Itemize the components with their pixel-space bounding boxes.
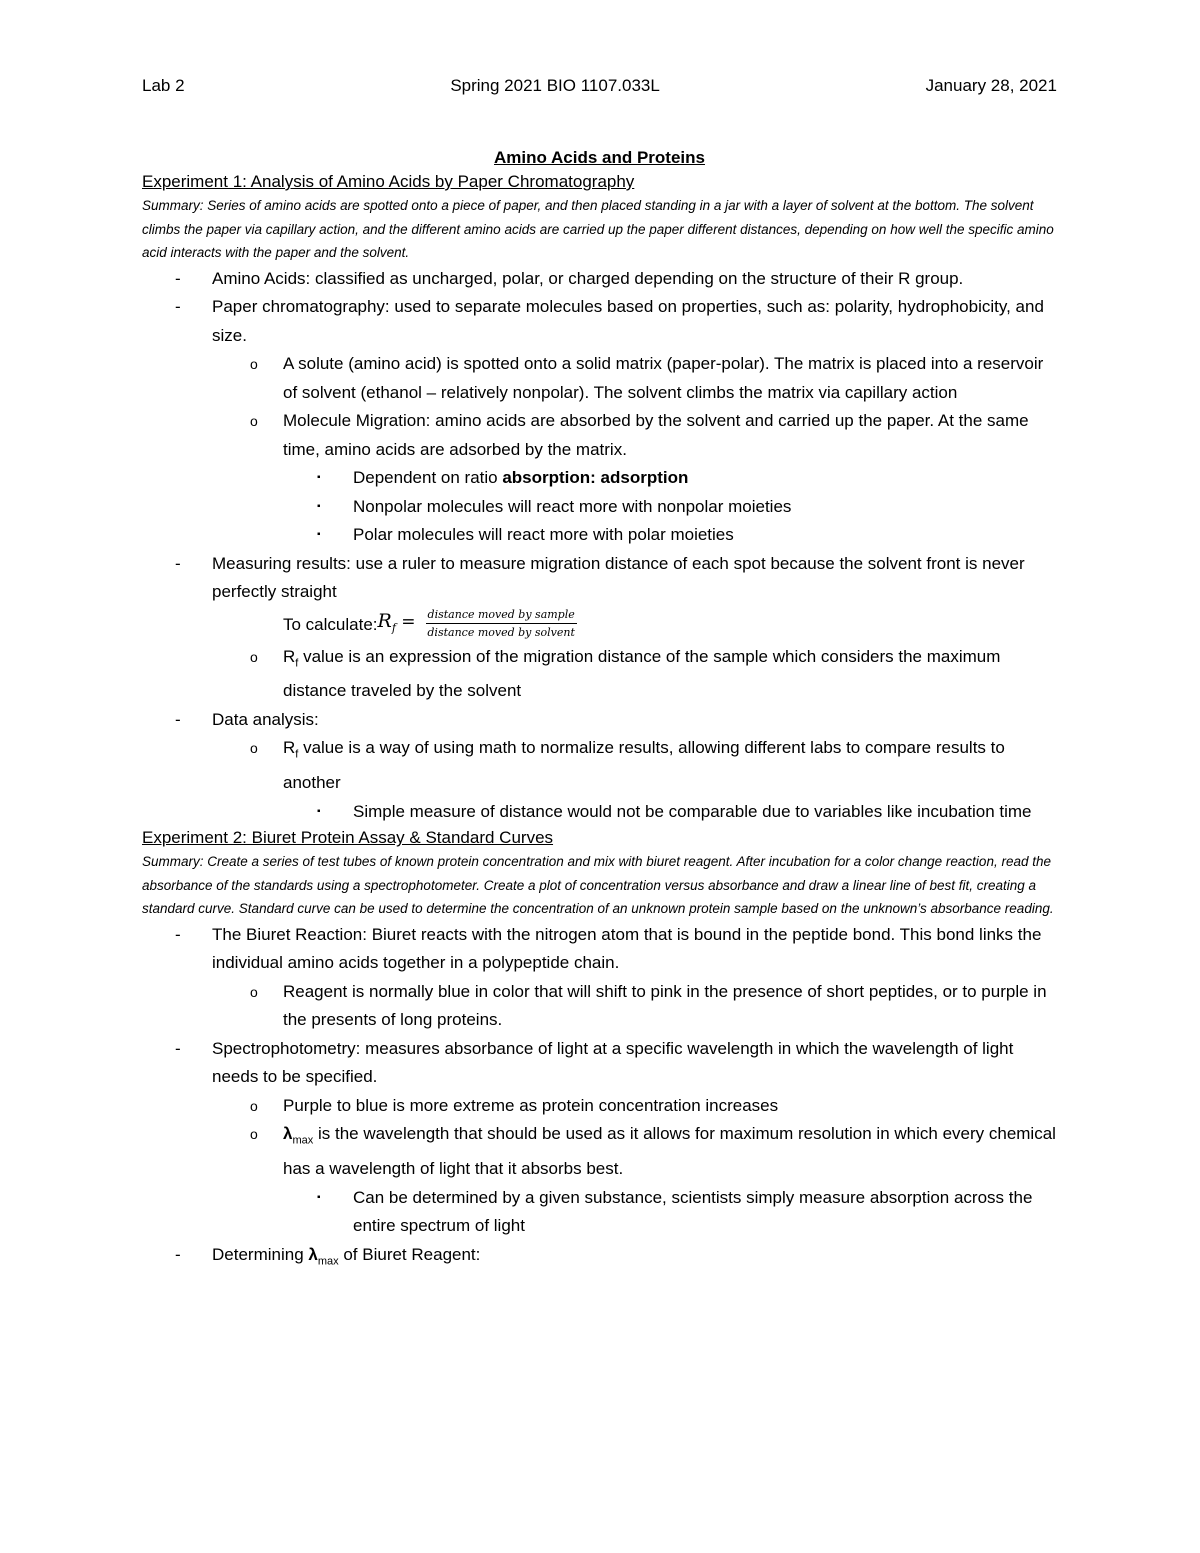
experiment-2-heading: Experiment 2: Biuret Protein Assay & Standard Curves xyxy=(142,828,554,848)
item-text: is the wavelength that should be used as it allows for maximum resolution in which every chemical has a wavelength of light that it absorbs best. xyxy=(283,1124,1056,1179)
square-bullet: ▪ xyxy=(317,472,321,483)
dash-bullet: - xyxy=(175,1038,181,1058)
list-item xyxy=(142,265,1057,294)
list-item xyxy=(142,521,1057,550)
header-lab: Lab 2 xyxy=(142,76,185,95)
formula-numerator: distance moved by sample xyxy=(426,607,577,624)
item-text: Dependent on ratio xyxy=(353,468,503,487)
lambda-symbol: λ xyxy=(308,1244,318,1264)
item-text: Paper chromatography: used to separate molecules based on properties, such as: polarity, hydrophobicity, and size. xyxy=(212,297,1044,345)
rf-symbol: R xyxy=(283,646,296,666)
item-text: Reagent is normally blue in color that will shift to pink in the presence of short peptides, or to purple in the presents of long proteins. xyxy=(283,981,1047,1030)
circle-bullet: o xyxy=(250,1097,258,1114)
lambda-symbol: λ xyxy=(283,1124,293,1144)
circle-bullet: o xyxy=(250,983,258,1000)
experiment-1-heading: Experiment 1: Analysis of Amino Acids by Paper Chromatography xyxy=(142,172,635,191)
item-text: Polar molecules will react more with polar moieties xyxy=(353,525,734,544)
list-item xyxy=(142,1035,1057,1092)
list-item xyxy=(142,643,1057,706)
lambda-subscript: max xyxy=(317,1255,339,1268)
list-item xyxy=(142,798,1057,827)
rf-symbol: R xyxy=(283,738,296,758)
item-text: of Biuret Reagent: xyxy=(338,1244,481,1264)
list-item xyxy=(142,921,1057,978)
item-text: Simple measure of distance would not be comparable due to variables like incubation time xyxy=(353,801,1032,821)
item-text: Can be determined by a given substance, scientists simply measure absorption across the entire spectrum of light xyxy=(353,1187,1033,1236)
item-text: Nonpolar molecules will react more with nonpolar moieties xyxy=(353,496,792,516)
dash-bullet: - xyxy=(175,924,181,944)
dash-bullet: - xyxy=(175,709,181,729)
lambda-subscript: max xyxy=(292,1134,314,1147)
list-item xyxy=(142,550,1057,607)
rf-formula xyxy=(142,607,1057,643)
document-body xyxy=(142,146,1057,1276)
item-text: Amino Acids: classified as uncharged, polar, or charged depending on the structure of their R group. xyxy=(212,268,964,288)
circle-bullet: o xyxy=(250,1126,258,1143)
formula-fraction xyxy=(426,607,577,640)
list-item xyxy=(142,293,1057,350)
header-date: January 28, 2021 xyxy=(925,76,1057,95)
circle-bullet: o xyxy=(250,740,258,757)
list-item xyxy=(142,734,1057,797)
formula-label: To calculate: xyxy=(283,614,378,634)
dash-bullet: - xyxy=(175,297,181,316)
list-item xyxy=(142,706,1057,735)
item-text: A solute (amino acid) is spotted onto a solid matrix (paper-polar). The matrix is placed into a reservoir of solvent (ethanol – relatively nonpolar). The solvent climbs the matrix via capillary action xyxy=(283,354,1044,402)
circle-bullet: o xyxy=(250,413,258,429)
list-item xyxy=(142,1241,1057,1276)
circle-bullet: o xyxy=(250,648,258,665)
formula-denominator: distance moved by solvent xyxy=(427,626,575,639)
item-text: value is a way of using math to normalize results, allowing different labs to compare results to another xyxy=(283,738,1005,793)
square-bullet: ▪ xyxy=(317,529,321,540)
list-item xyxy=(142,493,1057,522)
list-item xyxy=(142,464,1057,493)
document-title: Amino Acids and Proteins xyxy=(494,148,705,167)
formula-subscript: f xyxy=(391,621,396,635)
item-text: Purple to blue is more extreme as protein concentration increases xyxy=(283,1095,779,1115)
formula-var: R xyxy=(377,609,392,632)
list-item xyxy=(142,1092,1057,1121)
list-item xyxy=(142,350,1057,407)
circle-bullet: o xyxy=(250,356,258,372)
square-bullet: ▪ xyxy=(317,500,321,512)
item-text: Data analysis: xyxy=(212,709,319,729)
dash-bullet: - xyxy=(175,268,181,288)
list-item xyxy=(142,1184,1057,1241)
formula-variable xyxy=(378,603,416,646)
experiment-1-summary: Summary: Series of amino acids are spotted onto a piece of paper, and then placed standing in a jar with a layer of solvent at the bottom. The solvent climbs the paper via capillary action, and the different amino acids are carried up the paper different distances, depending on how well the specific amino acid interacts with the paper and the solvent. xyxy=(142,198,1054,260)
item-text: value is an expression of the migration distance of the sample which considers the maximum distance traveled by the solvent xyxy=(283,646,1001,701)
dash-bullet: - xyxy=(175,1244,181,1264)
square-bullet: ▪ xyxy=(317,805,321,817)
page-header xyxy=(142,74,1057,98)
list-item xyxy=(142,407,1057,464)
list-item xyxy=(142,978,1057,1035)
item-bold-text: absorption: adsorption xyxy=(502,468,689,487)
rf-subscript: f xyxy=(295,748,299,761)
item-text: Determining xyxy=(212,1244,309,1264)
header-course: Spring 2021 BIO 1107.033L xyxy=(450,76,660,95)
experiment-2-summary: Summary: Create a series of test tubes of known protein concentration and mix with biuret reagent. After incubation for a color change reaction, read the absorbance of the standards using a spectrophotometer. Create a plot of concentration versus absorbance and draw a linear line of best fit, creating a standard curve. Standard curve can be used to determine the concentration of an unknown protein sample based on the unknown’s absorbance reading. xyxy=(142,854,1054,917)
square-bullet: ▪ xyxy=(317,1191,321,1203)
list-item xyxy=(142,1120,1057,1183)
item-text: Measuring results: use a ruler to measure migration distance of each spot because the solvent front is never perfectly straight xyxy=(212,553,1025,601)
item-text: Molecule Migration: amino acids are absorbed by the solvent and carried up the paper. At the same time, amino acids are adsorbed by the matrix. xyxy=(283,411,1029,459)
dash-bullet: - xyxy=(175,553,181,573)
item-text: The Biuret Reaction: Biuret reacts with the nitrogen atom that is bound in the peptide bond. This bond links the individual amino acids together in a polypeptide chain. xyxy=(212,924,1042,973)
item-text: Spectrophotometry: measures absorbance of light at a specific wavelength in which the wavelength of light needs to be specified. xyxy=(212,1038,1014,1087)
rf-subscript: f xyxy=(295,656,299,669)
formula-equals: = xyxy=(395,611,416,632)
